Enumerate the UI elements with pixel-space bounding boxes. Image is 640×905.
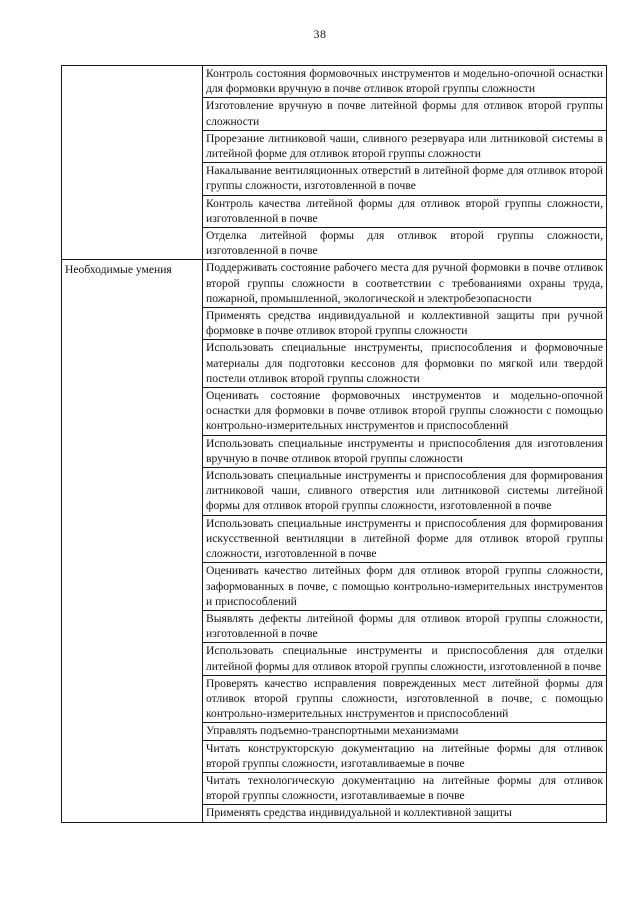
skill-row-text: Проверять качество исправления поврежденных мест литейной формы для отливок второй группы сложности, изготовленной в почве, с помощью контрольно-измерительных инструментов и приспособлений [203,675,607,723]
skill-row-text: Использовать специальные инструменты, приспособления и формовочные материалы для подготовки кессонов для формовки по мягкой или твердой постели отливок второй группы сложности [203,340,607,388]
table-body [62,66,607,823]
skill-row-text: Использовать специальные инструменты и приспособления для формирования литниковой чаши, сливного отверстия или литниковой системы литейной формы для отливок второй группы сложности, изготовленной в почве [203,468,607,516]
skill-row-text: Читать конструкторскую документацию на литейные формы для отливок второй группы сложности, изготавливаемые в почве [203,740,607,772]
skill-row-text: Управлять подъемно-транспортными механизмами [203,723,607,740]
page-number: 38 [313,27,327,41]
skill-row-text: Использовать специальные инструменты и приспособления для изготовления вручную в почве отливок второй группы сложности [203,435,607,467]
section-label-skills: Необходимые умения [62,260,203,822]
skill-row-text: Применять средства индивидуальной и коллективной защиты [203,805,607,822]
standard-table [61,65,607,823]
skill-row-text: Оценивать состояние формовочных инструментов и модельно-опочной оснастки для формовки в почве отливок второй группы сложности с помощью контрольно-измерительных инструментов и приспособлений [203,388,607,436]
skill-row-text: Использовать специальные инструменты и приспособления для формирования искусственной вентиляции в литейной форме для отливок второй группы сложности, изготовленной в почве [203,515,607,563]
action-row-text: Контроль состояния формовочных инструментов и модельно-опочной оснастки для формовки вручную в почве отливок второй группы сложности [203,66,607,98]
skill-row-text: Поддерживать состояние рабочего места для ручной формовки в почве отливок второй группы сложности в соответствии с требованиями охраны труда, пожарной, промышленной, экологической и электробезопасности [203,260,607,308]
table-row [62,260,607,308]
skill-row-text: Читать технологическую документацию на литейные формы для отливок второй группы сложности, изготавливаемые в почве [203,772,607,804]
action-row-text: Накалывание вентиляционных отверстий в литейной форме для отливок второй группы сложности, изготовленной в почве [203,163,607,195]
table-row [62,66,607,98]
action-row-text: Контроль качества литейной формы для отливок второй группы сложности, изготовленной в почве [203,195,607,227]
skill-row-text: Использовать специальные инструменты и приспособления для отделки литейной формы для отливок второй группы сложности, изготовленной в почве [203,643,607,675]
skill-row-text: Применять средства индивидуальной и коллективной защиты при ручной формовке в почве отливок второй группы сложности [203,308,607,340]
section-label-cell-empty [62,66,203,260]
skill-row-text: Выявлять дефекты литейной формы для отливок второй группы сложности, изготовленной в почве [203,610,607,642]
action-row-text: Изготовление вручную в почве литейной формы для отливок второй группы сложности [203,98,607,130]
action-row-text: Отделка литейной формы для отливок второй группы сложности, изготовленной в почве [203,228,607,260]
skill-row-text: Оценивать качество литейных форм для отливок второй группы сложности, заформованных в почве, с помощью контрольно-измерительных инструментов и приспособлений [203,563,607,611]
action-row-text: Прорезание литниковой чаши, сливного резервуара или литниковой системы в литейной форме для отливок второй группы сложности [203,130,607,162]
